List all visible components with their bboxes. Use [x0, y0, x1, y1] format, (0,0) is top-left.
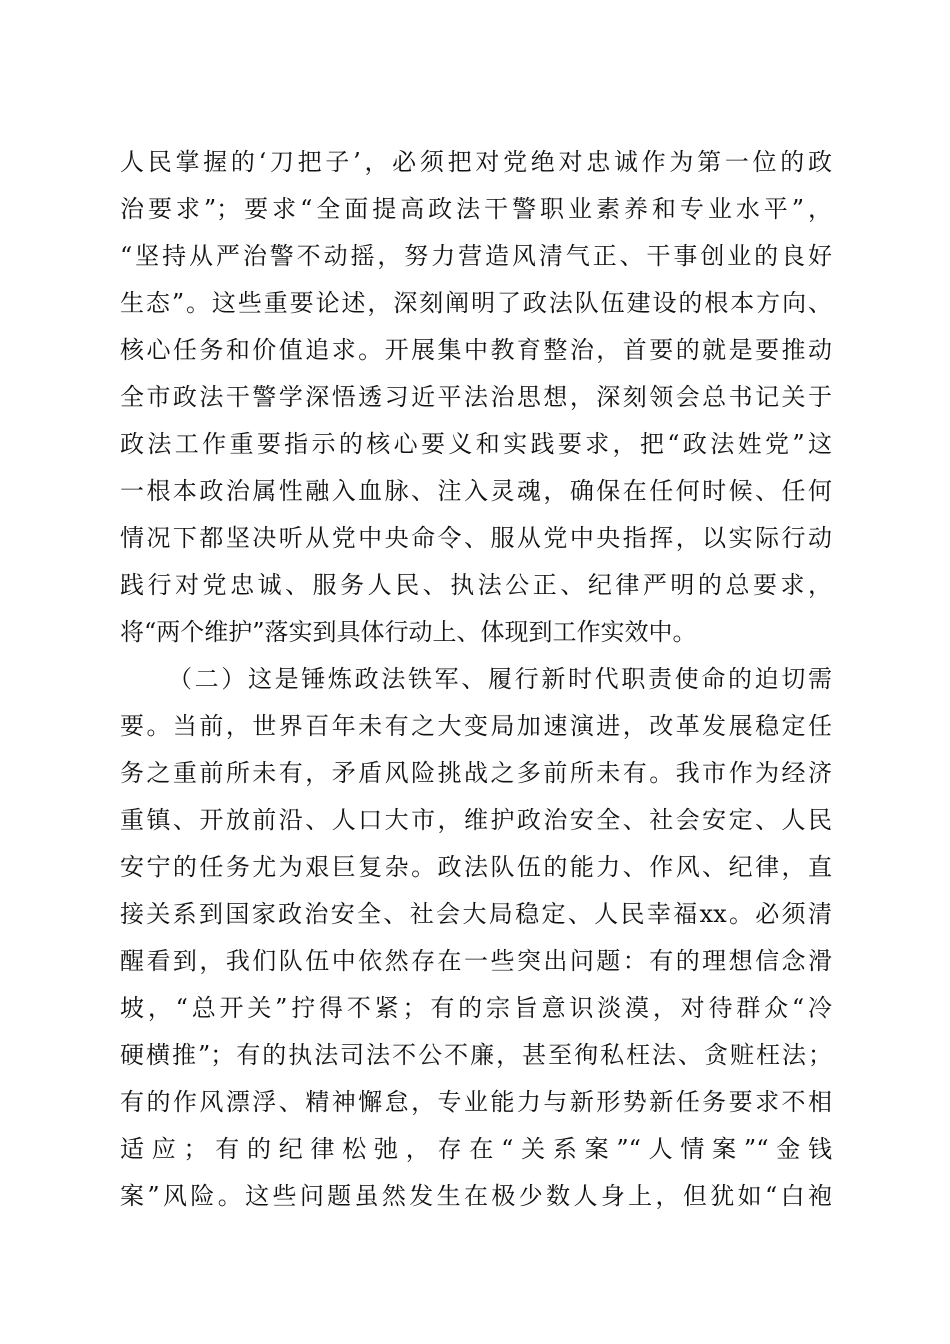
- text-line: 适应；有的纪律松弛，存在“关系案”“人情案”“金钱: [120, 1135, 832, 1163]
- text-line: 治要求”；要求“全面提高政法干警职业素养和专业水平”，: [120, 195, 832, 223]
- text-line: 一根本政治属性融入血脉、注入灵魂，确保在任何时候、任何: [120, 477, 832, 505]
- text-line: 有的作风漂浮、精神懈怠，专业能力与新形势新任务要求不相: [120, 1088, 832, 1116]
- text-line: 核心任务和价值追求。开展集中教育整治，首要的就是要推动: [120, 336, 832, 364]
- text-line: 安宁的任务尤为艰巨复杂。政法队伍的能力、作风、纪律，直: [120, 853, 832, 881]
- text-line: 将“两个维护”落实到具体行动上、体现到工作实效中。: [120, 618, 697, 646]
- text-line: 硬横推”；有的执法司法不公不廉，甚至徇私枉法、贪赃枉法；: [120, 1041, 832, 1069]
- text-line: 生态”。这些重要论述，深刻阐明了政法队伍建设的根本方向、: [120, 289, 832, 317]
- text-line: 人民掌握的‘刀把子’，必须把对党绝对忠诚作为第一位的政: [120, 148, 832, 176]
- text-line: 践行对党忠诚、服务人民、执法公正、纪律严明的总要求，: [120, 571, 832, 599]
- text-line: 情况下都坚决听从党中央命令、服从党中央指挥，以实际行动: [120, 524, 832, 552]
- text-line: 要。当前，世界百年未有之大变局加速演进，改革发展稳定任: [120, 712, 832, 740]
- text-line: “坚持从严治警不动摇，努力营造风清气正、干事创业的良好: [120, 242, 832, 270]
- text-line: 务之重前所未有，矛盾风险挑战之多前所未有。我市作为经济: [120, 759, 832, 787]
- text-line: 案”风险。这些问题虽然发生在极少数人身上，但犹如“白袍: [120, 1182, 832, 1210]
- text-line: 坡，“总开关”拧得不紧；有的宗旨意识淡漠，对待群众“冷: [120, 994, 832, 1022]
- text-line: 全市政法干警学深悟透习近平法治思想，深刻领会总书记关于: [120, 383, 832, 411]
- section-heading-line: （二）这是锤炼政法铁军、履行新时代职责使命的迫切需: [168, 665, 832, 693]
- text-line: 政法工作重要指示的核心要义和实践要求，把“政法姓党”这: [120, 430, 832, 458]
- text-line: 接关系到国家政治安全、社会大局稳定、人民幸福xx。必须清: [120, 900, 832, 928]
- text-line: 醒看到，我们队伍中依然存在一些突出问题：有的理想信念滑: [120, 947, 832, 975]
- text-line: 重镇、开放前沿、人口大市，维护政治安全、社会安定、人民: [120, 806, 832, 834]
